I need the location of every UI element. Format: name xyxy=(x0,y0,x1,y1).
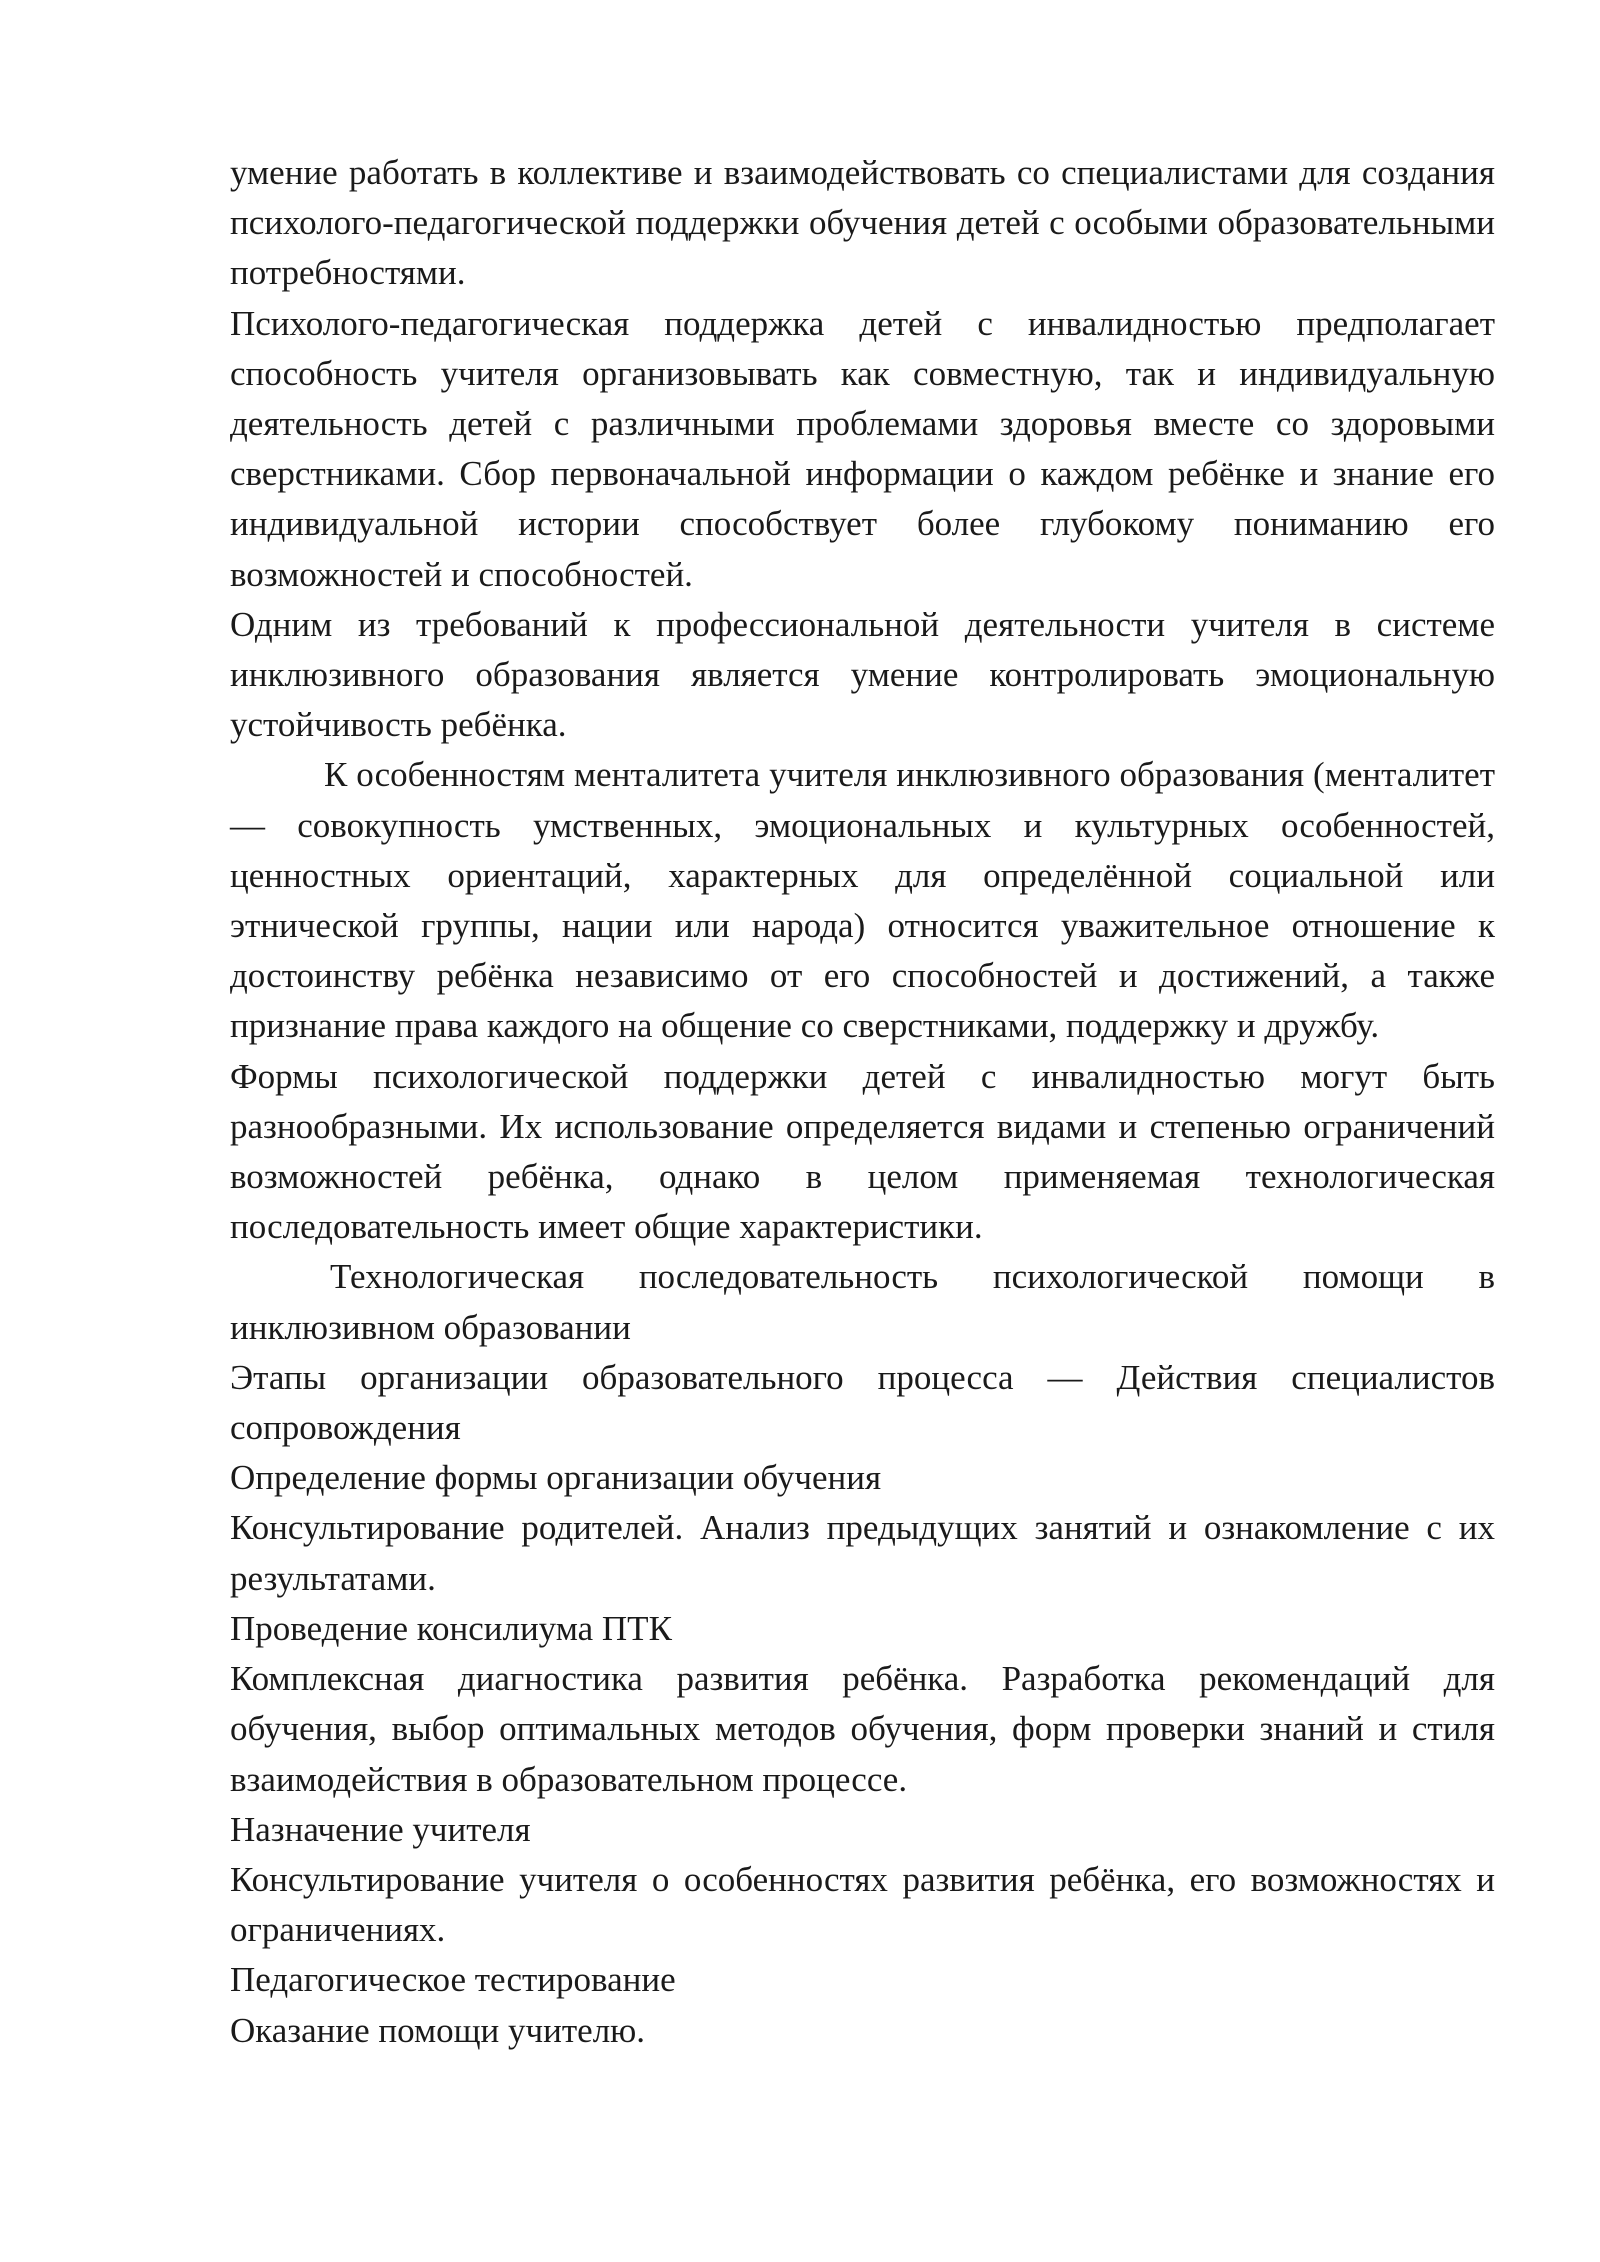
paragraph-diagnostics: Комплексная диагностика развития ребёнка. Разработка рекомендаций для обучения, выбор оптимальных методов обучения, форм проверки знаний и стиля взаимодействия в образовательном процессе. xyxy=(230,1659,1495,1799)
paragraph-stages: Этапы организации образовательного процесса — Действия специалистов сопровождения xyxy=(230,1357,1495,1448)
paragraph-testing: Педагогическое тестирование xyxy=(230,1960,676,2000)
paragraph-requirements: Одним из требований к профессиональной деятельности учителя в системе инклюзивного образования является умение контролировать эмоциональную устойчивость ребёнка. xyxy=(230,604,1495,745)
paragraph-support-forms: Формы психологической поддержки детей с инвалидностью могут быть разнообразными. Их использование определяется видами и степенью ограничений возможностей ребёнка, однако в целом применяемая технологическая последовательность имеет общие характеристики. xyxy=(230,1056,1495,1247)
paragraph-form-definition: Определение формы организации обучения xyxy=(230,1458,882,1498)
paragraph-teacher-help: Оказание помощи учителю. xyxy=(230,2010,646,2050)
paragraph-mentality: К особенностям менталитета учителя инклюзивного образования (менталитет — совокупность умственных, эмоциональных и культурных особенностей, ценностных ориентаций, характерных для определённой социальной или этнической группы, нации или народа) относится уважительное отношение к достоинству ребёнка независимо от его способностей и достижений, а также признание права каждого на общение со сверстниками, поддержку и дружбу. xyxy=(230,755,1495,1046)
paragraph-teacher-consulting: Консультирование учителя о особенностях развития ребёнка, его возможностях и ограничениях. xyxy=(230,1859,1495,1950)
paragraph-teamwork: умение работать в коллективе и взаимодействовать со специалистами для создания психолого-педагогической поддержки обучения детей с особыми образовательными потребностями. xyxy=(230,153,1495,293)
document-body xyxy=(230,148,1495,2056)
paragraph-psych-support: Психолого-педагогическая поддержка детей с инвалидностью предполагает способность учителя организовывать как совместную, так и индивидуальную деятельность детей с различными проблемами здоровья вместе со здоровыми сверстниками. Сбор первоначальной информации о каждом ребёнке и знание его индивидуальной истории способствует более глубокому пониманию его возможностей и способностей. xyxy=(230,303,1495,594)
paragraph-consilium: Проведение консилиума ПТК xyxy=(230,1608,672,1648)
paragraph-parents-consulting: Консультирование родителей. Анализ предыдущих занятий и ознакомление с их результатами. xyxy=(230,1508,1495,1598)
paragraph-tech-sequence-title: Технологическая последовательность психологической помощи в инклюзивном образовании xyxy=(230,1257,1495,1347)
paragraph-teacher-assignment: Назначение учителя xyxy=(230,1809,531,1849)
